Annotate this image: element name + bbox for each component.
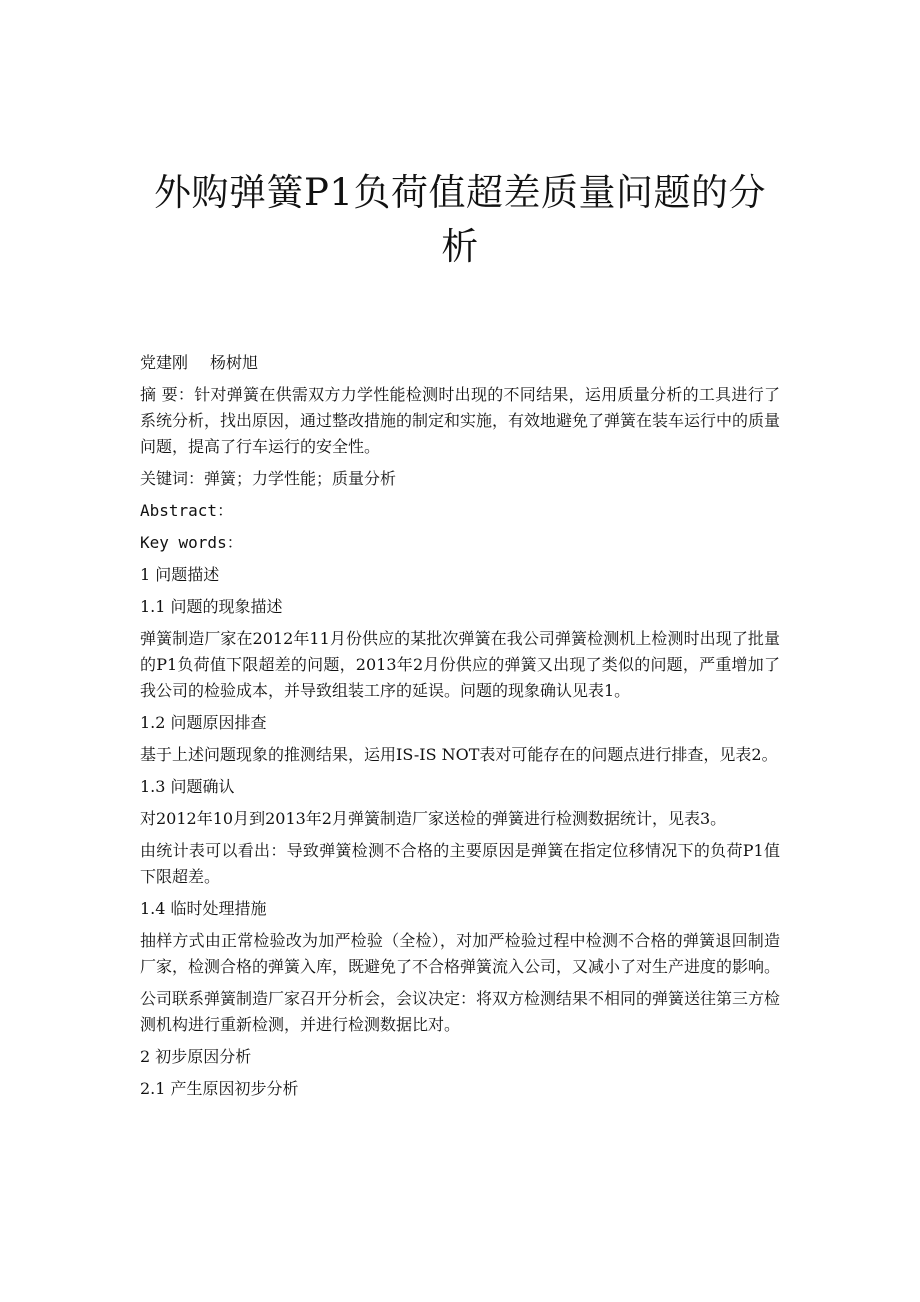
keywords-cn: 关键词：弹簧；力学性能；质量分析: [140, 469, 397, 488]
paragraph: 基于上述问题现象的推测结果，运用IS-IS NOT表对可能存在的问题点进行排查，见表2。: [140, 745, 778, 764]
section-heading: 1.2 问题原因排查: [140, 713, 267, 732]
abstract-en: Abstract：: [140, 501, 234, 520]
paragraph: 抽样方式由正常检验改为加严检验（全检），对加严检验过程中检测不合格的弹簧退回制造厂家，检测合格的弹簧入库，既避免了不合格弹簧流入公司，又减小了对生产进度的影响。: [140, 931, 781, 976]
section-heading: 1.3 问题确认: [140, 777, 235, 796]
section-heading: 1.4 临时处理措施: [140, 899, 267, 918]
author-name: 杨树旭: [210, 353, 259, 372]
paragraph: 对2012年10月到2013年2月弹簧制造厂家送检的弹簧进行检测数据统计，见表3。: [140, 809, 727, 828]
keywords-en: Key words：: [140, 533, 243, 552]
document-body: [140, 350, 780, 1108]
authors: [140, 350, 780, 376]
section-heading: 1.1 问题的现象描述: [140, 597, 283, 616]
document-title: 外购弹簧P1负荷值超差质量问题的分析: [154, 171, 766, 268]
section-heading: 2 初步原因分析: [140, 1047, 252, 1066]
author-name: 党建刚: [140, 353, 189, 372]
section-heading: 2.1 产生原因初步分析: [140, 1079, 299, 1098]
paragraph: 公司联系弹簧制造厂家召开分析会，会议决定：将双方检测结果不相同的弹簧送往第三方检测机构进行重新检测，并进行检测数据比对。: [140, 989, 781, 1034]
abstract-cn: 摘 要：针对弹簧在供需双方力学性能检测时出现的不同结果，运用质量分析的工具进行了系统分析，找出原因，通过整改措施的制定和实施，有效地避免了弹簧在装车运行中的质量问题，提高了行车运行的安全性。: [140, 385, 781, 456]
paragraph: 弹簧制造厂家在2012年11月份供应的某批次弹簧在我公司弹簧检测机上检测时出现了批量的P1负荷值下限超差的问题，2013年2月份供应的弹簧又出现了类似的问题，严重增加了我公司的检验成本，并导致组装工序的延误。问题的现象确认见表1。: [140, 629, 780, 700]
section-heading: 1 问题描述: [140, 565, 220, 584]
paragraph: 由统计表可以看出：导致弹簧检测不合格的主要原因是弹簧在指定位移情况下的负荷P1值下限超差。: [140, 841, 780, 886]
